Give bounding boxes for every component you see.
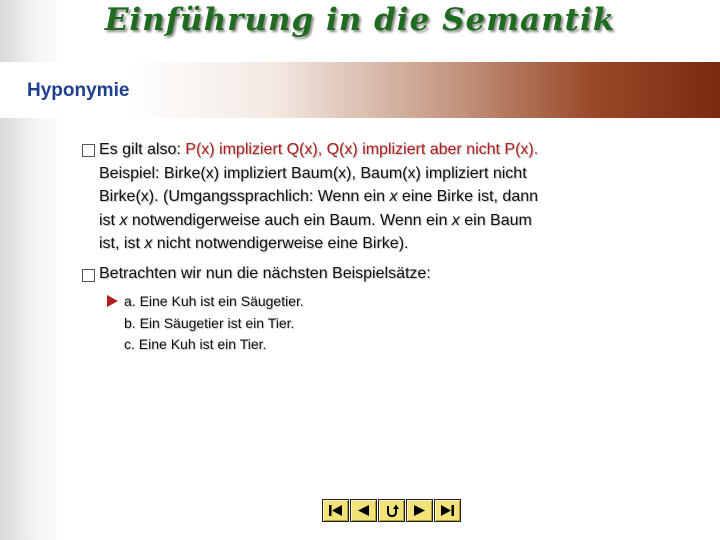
return-button[interactable] [378, 499, 405, 522]
last-slide-button[interactable] [434, 499, 461, 522]
first-slide-button[interactable] [322, 499, 349, 522]
bullet-1-line-2: Beispiel: Birke(x) impliziert Baum(x), Baum(x) impliziert nicht [99, 164, 527, 182]
bullet-1-line-1: Es gilt also: P(x) impliziert Q(x), Q(x) impliziert aber nicht P(x). [99, 141, 539, 158]
square-bullet-icon [82, 269, 95, 282]
bullet-text-1 [99, 138, 669, 256]
previous-icon [355, 503, 372, 518]
example-b: b. Ein Säugetier ist ein Tier. [124, 314, 295, 331]
triangle-bullet-icon [107, 295, 118, 307]
bullet-marker-1 [82, 141, 100, 159]
next-slide-button[interactable] [406, 499, 433, 522]
bullet-1-line-3: Birke(x). (Umgangssprachlich: Wenn ein x eine Birke ist, dann [99, 188, 539, 205]
bullet-marker-2 [82, 266, 100, 284]
square-bullet-icon [82, 144, 95, 157]
example-a: a. Eine Kuh ist ein Säugetier. [107, 291, 304, 313]
header-title: Einführung in die Semantik [104, 2, 616, 38]
bullet-1-line-5: ist, ist x nicht notwendigerweise eine Birke). [99, 235, 409, 252]
return-icon [383, 503, 400, 518]
first-icon [327, 503, 344, 518]
bullet-1-line-4: ist x notwendigerweise auch ein Baum. Wenn ein x ein Baum [99, 211, 532, 229]
example-list [107, 291, 304, 356]
last-icon [439, 503, 456, 518]
slide-navigation [322, 499, 462, 522]
slide-title: Hyponymie [27, 80, 130, 101]
bullet-text-2: Betrachten wir nun die nächsten Beispielsätze: [99, 265, 431, 282]
next-icon [411, 503, 428, 518]
highlighted-implication: P(x) impliziert Q(x), Q(x) impliziert aber nicht P(x). [185, 141, 539, 158]
previous-slide-button[interactable] [350, 499, 377, 522]
example-c: c. Eine Kuh ist ein Tier. [124, 336, 267, 352]
